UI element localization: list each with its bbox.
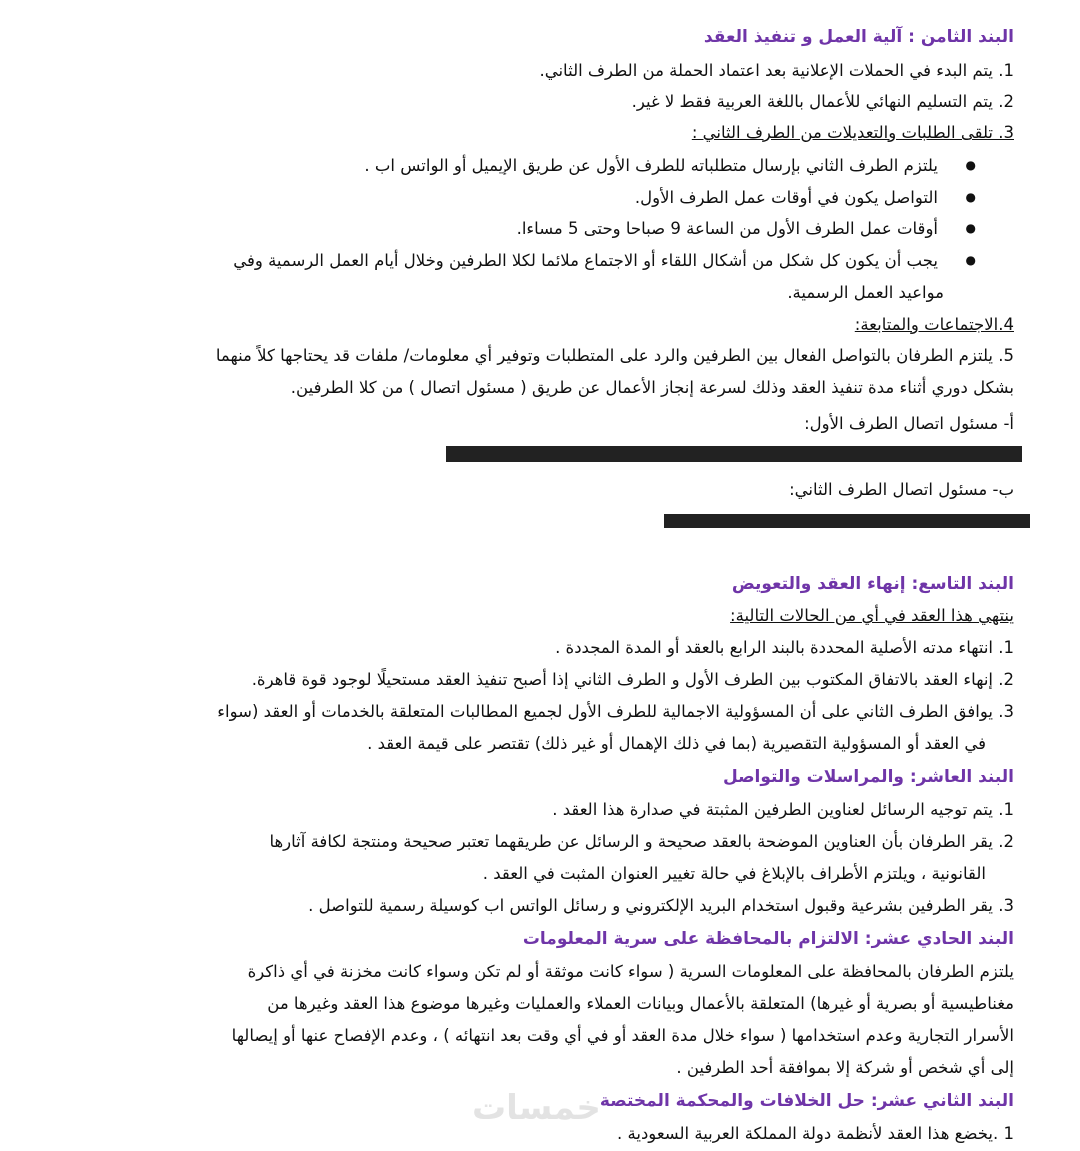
- section-8-item-5-line-1: 5. يلتزم الطرفان بالتواصل الفعال بين الطرفين والرد على المتطلبات وتوفير أي معلومات/ ملفات قد يحتاجها كلاً منهما: [215, 346, 1014, 365]
- redaction-bar: [664, 514, 1030, 528]
- bullet-item: [40, 150, 976, 181]
- section-11-paragraph-line-2: مغناطيسية أو بصرية أو غيرها) المتعلقة بالأعمال وبيانات العملاء والعمليات وغيرها موضوع هذا العقد وغيرها من: [267, 994, 1014, 1013]
- second-party-contact-label: ب- مسئول اتصال الطرف الثاني:: [789, 480, 1014, 499]
- bullet-text: أوقات عمل الطرف الأول من الساعة 9 صباحا وحتى 5 مساءا.: [516, 219, 938, 238]
- first-party-contact-label: أ- مسئول اتصال الطرف الأول:: [804, 414, 1014, 433]
- bullet-continuation: مواعيد العمل الرسمية.: [787, 283, 944, 302]
- section-9-item-1: 1. انتهاء مدته الأصلية المحددة بالبند الرابع بالعقد أو المدة المجددة .: [555, 638, 1014, 657]
- section-9-intro: ينتهي هذا العقد في أي من الحالات التالية:: [730, 606, 1014, 625]
- section-8-item-2: 2. يتم التسليم النهائي للأعمال باللغة العربية فقط لا غير.: [631, 92, 1014, 111]
- section-10-item-2-line-1: 2. يقر الطرفان بأن العناوين الموضحة بالعقد صحيحة و الرسائل عن طريقهما تعتبر صحيحة ومنتجة لكافة آثارها: [269, 832, 1014, 851]
- section-12-item-1: 1 .يخضع هذا العقد لأنظمة دولة المملكة العربية السعودية .: [617, 1124, 1014, 1143]
- section-8-item-4: 4.الاجتماعات والمتابعة:: [854, 315, 1014, 334]
- section-11-title: البند الحادي عشر: الالتزام بالمحافظة على سرية المعلومات: [522, 929, 1014, 949]
- section-10-item-1: 1. يتم توجيه الرسائل لعناوين الطرفين المثبتة في صدارة هذا العقد .: [552, 800, 1014, 819]
- section-8-title: البند الثامن : آلية العمل و تنفيذ العقد: [703, 27, 1014, 47]
- section-10-item-2-line-2: القانونية ، ويلتزم الأطراف بالإبلاغ في حالة تغيير العنوان المثبت في العقد .: [482, 864, 986, 883]
- watermark-logo: خمسات: [472, 1088, 601, 1128]
- section-8-item-3: 3. تلقى الطلبات والتعديلات من الطرف الثاني :: [691, 123, 1014, 142]
- section-8-item-5-line-2: بشكل دوري أثناء مدة تنفيذ العقد وذلك لسرعة إنجاز الأعمال عن طريق ( مسئول اتصال ) من كلا الطرفين.: [290, 378, 1014, 397]
- section-8-item-1: 1. يتم البدء في الحملات الإعلانية بعد اعتماد الحملة من الطرف الثاني.: [539, 61, 1014, 80]
- bullet-text: يجب أن يكون كل شكل من أشكال اللقاء أو الاجتماع ملائما لكلا الطرفين وخلال أيام العمل الرسمية وفي: [233, 251, 938, 270]
- section-11-paragraph-line-1: يلتزم الطرفان بالمحافظة على المعلومات السرية ( سواء كانت موثقة أو لم تكن وسواء كانت مخزنة في أي ذاكرة: [247, 962, 1014, 981]
- section-9-item-3-line-2: في العقد أو المسؤولية التقصيرية (بما في ذلك الإهمال أو غير ذلك) تقتصر على قيمة العقد .: [367, 734, 986, 753]
- bullet-text: يلتزم الطرف الثاني بإرسال متطلباته للطرف الأول عن طريق الإيميل أو الواتس اب .: [364, 156, 938, 175]
- section-11-paragraph-line-3: الأسرار التجارية وعدم استخدامها ( سواء خلال مدة العقد أو في أي وقت بعد انتهائه ) ، وعدم الإفصاح عنها أو إيصالها: [231, 1026, 1014, 1045]
- section-12-title: البند الثاني عشر: حل الخلافات والمحكمة المختصة: [599, 1091, 1014, 1111]
- bullet-text: التواصل يكون في أوقات عمل الطرف الأول.: [634, 188, 938, 207]
- section-10-item-3: 3. يقر الطرفين بشرعية وقبول استخدام البريد الإلكتروني و رسائل الواتس اب كوسيلة رسمية للتواصل .: [308, 896, 1014, 915]
- section-10-title: البند العاشر: والمراسلات والتواصل: [722, 767, 1014, 787]
- bullet-item: [40, 182, 976, 213]
- section-9-title: البند التاسع: إنهاء العقد والتعويض: [731, 574, 1014, 594]
- section-9-item-2: 2. إنهاء العقد بالاتفاق المكتوب بين الطرف الأول و الطرف الثاني إذا أصبح تنفيذ العقد مستحيلًا لوجود قوة قاهرة.: [251, 670, 1014, 689]
- bullet-item: [40, 245, 976, 276]
- section-11-paragraph-line-4: إلى أي شخص أو شركة إلا بموافقة أحد الطرفين .: [676, 1058, 1014, 1077]
- section-9-item-3-line-1: 3. يوافق الطرف الثاني على أن المسؤولية الاجمالية للطرف الأول لجميع المطالبات المتعلقة بالخدمات أو العقد (سواء: [217, 702, 1014, 721]
- redaction-bar: [446, 446, 1022, 462]
- bullet-item: [40, 213, 976, 244]
